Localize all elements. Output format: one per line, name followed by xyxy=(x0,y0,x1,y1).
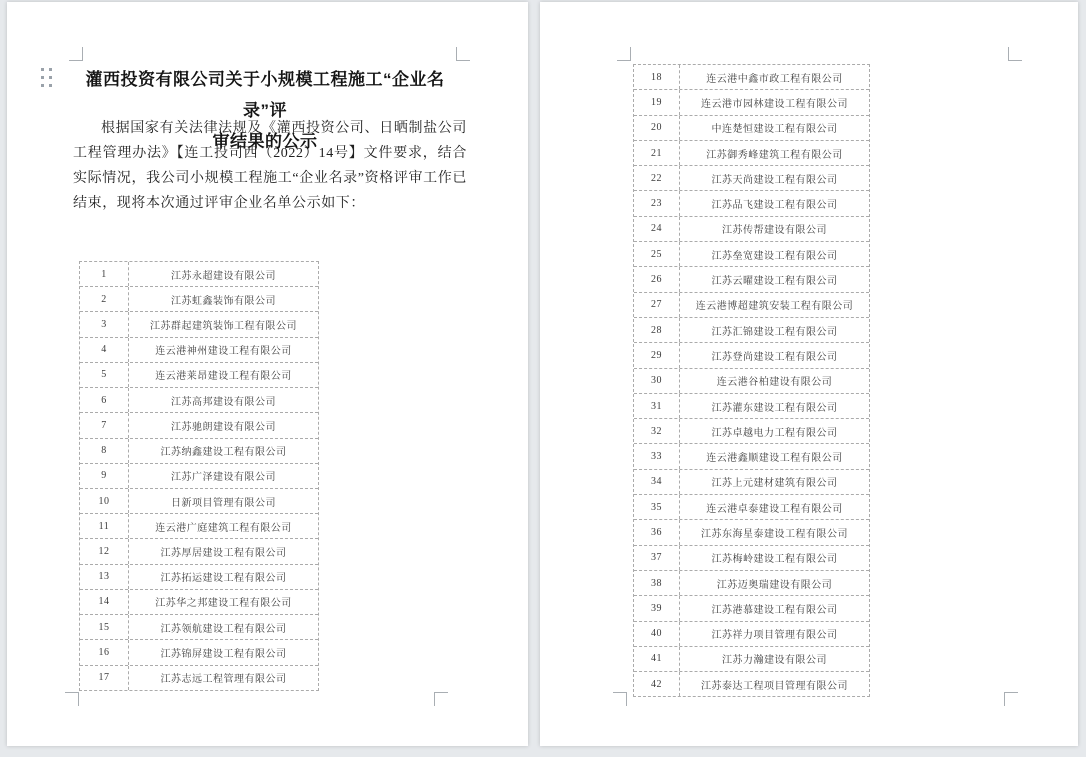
row-number-cell[interactable]: 6 xyxy=(80,388,129,412)
row-number-cell[interactable]: 38 xyxy=(634,571,680,595)
title-line-1: 灌西投资有限公司关于小规模工程施工“企业名录”评 xyxy=(85,70,445,120)
title-line-2: 审结果的公示 xyxy=(212,132,318,151)
page-1[interactable] xyxy=(7,2,528,746)
company-name-cell[interactable]: 连云港莱昂建设工程有限公司 xyxy=(155,371,292,383)
company-name-cell[interactable]: 江苏上元建材建筑有限公司 xyxy=(711,478,838,490)
row-number-cell[interactable]: 31 xyxy=(634,394,680,418)
company-name-cell[interactable]: 江苏迈奥瑞建设有限公司 xyxy=(716,579,833,591)
company-name-cell[interactable]: 日新项目管理有限公司 xyxy=(171,497,276,509)
row-number-cell[interactable]: 23 xyxy=(634,191,680,215)
row-number-cell[interactable]: 36 xyxy=(634,520,680,544)
company-name-cell[interactable]: 江苏华之邦建设工程有限公司 xyxy=(155,598,292,610)
table-row xyxy=(634,418,869,443)
table-row xyxy=(80,438,318,463)
row-number-cell[interactable]: 34 xyxy=(634,470,680,494)
company-name-cell[interactable]: 连云港谷柏建设有限公司 xyxy=(716,377,833,389)
row-number-cell[interactable]: 17 xyxy=(80,666,129,690)
company-name-cell[interactable]: 江苏拓运建设工程有限公司 xyxy=(160,573,287,585)
company-name-cell[interactable]: 江苏港慕建设工程有限公司 xyxy=(711,604,838,616)
row-number-cell[interactable]: 1 xyxy=(80,262,129,286)
table-row xyxy=(634,494,869,519)
company-name-cell[interactable]: 江苏云曜建设工程有限公司 xyxy=(711,276,838,288)
table-row xyxy=(634,545,869,570)
company-name-cell[interactable]: 江苏御秀峰建筑工程有限公司 xyxy=(706,149,843,161)
table-row xyxy=(634,368,869,393)
row-number-cell[interactable]: 24 xyxy=(634,217,680,241)
drag-handle-icon[interactable] xyxy=(41,68,52,87)
row-number-cell[interactable]: 39 xyxy=(634,596,680,620)
table-row xyxy=(634,140,869,165)
company-name-cell[interactable]: 连云港卓泰建设工程有限公司 xyxy=(706,503,843,515)
row-number-cell[interactable]: 37 xyxy=(634,546,680,570)
company-name-cell[interactable]: 江苏锦屏建设工程有限公司 xyxy=(160,648,287,660)
table-row xyxy=(80,538,318,563)
company-name-cell[interactable]: 江苏永超建设有限公司 xyxy=(171,270,276,282)
company-name-cell[interactable]: 江苏传帮建设有限公司 xyxy=(722,225,827,237)
row-number-cell[interactable]: 42 xyxy=(634,672,680,696)
margin-mark-icon xyxy=(1004,692,1018,706)
margin-mark-icon xyxy=(65,692,79,706)
row-number-cell[interactable]: 32 xyxy=(634,419,680,443)
company-name-cell[interactable]: 江苏高邦建设有限公司 xyxy=(171,396,276,408)
table-row xyxy=(634,342,869,367)
table-row xyxy=(80,362,318,387)
row-number-cell[interactable]: 19 xyxy=(634,90,680,114)
row-number-cell[interactable]: 12 xyxy=(80,539,129,563)
row-number-cell[interactable]: 9 xyxy=(80,464,129,488)
table-row xyxy=(634,241,869,266)
table-row xyxy=(80,412,318,437)
row-number-cell[interactable]: 3 xyxy=(80,312,129,336)
company-name-cell[interactable]: 江苏垒宽建设工程有限公司 xyxy=(711,250,838,262)
company-name-cell[interactable]: 江苏驰朗建设有限公司 xyxy=(171,421,276,433)
company-name-cell[interactable]: 连云港鑫顺建设工程有限公司 xyxy=(706,453,843,465)
row-number-cell[interactable]: 15 xyxy=(80,615,129,639)
company-name-cell[interactable]: 江苏登尚建设工程有限公司 xyxy=(711,351,838,363)
page-2[interactable] xyxy=(540,2,1078,746)
company-name-cell[interactable]: 江苏汇锦建设工程有限公司 xyxy=(711,326,838,338)
row-number-cell[interactable]: 8 xyxy=(80,439,129,463)
company-table-page2[interactable] xyxy=(633,64,870,697)
table-row xyxy=(80,639,318,664)
table-row xyxy=(80,589,318,614)
company-name-cell[interactable]: 江苏卓越电力工程有限公司 xyxy=(711,427,838,439)
table-row xyxy=(634,621,869,646)
row-number-cell[interactable]: 21 xyxy=(634,141,680,165)
company-name-cell[interactable]: 江苏祥力项目管理有限公司 xyxy=(711,630,838,642)
row-number-cell[interactable]: 22 xyxy=(634,166,680,190)
table-row xyxy=(634,519,869,544)
margin-mark-icon xyxy=(456,47,470,61)
margin-mark-icon xyxy=(617,47,631,61)
table-row xyxy=(634,65,869,89)
table-row xyxy=(634,165,869,190)
row-number-cell[interactable]: 28 xyxy=(634,318,680,342)
row-number-cell[interactable]: 33 xyxy=(634,444,680,468)
table-row xyxy=(634,671,869,696)
row-number-cell[interactable]: 29 xyxy=(634,343,680,367)
company-name-cell[interactable]: 江苏东海星泰建设工程有限公司 xyxy=(701,528,848,540)
table-row xyxy=(80,286,318,311)
row-number-cell[interactable]: 25 xyxy=(634,242,680,266)
table-row xyxy=(634,570,869,595)
table-row xyxy=(634,216,869,241)
company-name-cell[interactable]: 中连楚恒建设工程有限公司 xyxy=(711,124,838,136)
margin-mark-icon xyxy=(613,692,627,706)
table-row xyxy=(634,89,869,114)
row-number-cell[interactable]: 20 xyxy=(634,116,680,140)
margin-mark-icon xyxy=(434,692,448,706)
table-row xyxy=(80,311,318,336)
table-row xyxy=(634,266,869,291)
company-name-cell[interactable]: 连云港中鑫市政工程有限公司 xyxy=(706,73,843,85)
table-row xyxy=(80,262,318,286)
row-number-cell[interactable]: 13 xyxy=(80,565,129,589)
table-row xyxy=(634,443,869,468)
table-row xyxy=(80,614,318,639)
table-row xyxy=(634,292,869,317)
row-number-cell[interactable]: 16 xyxy=(80,640,129,664)
company-name-cell[interactable]: 连云港市园林建设工程有限公司 xyxy=(701,98,848,110)
company-name-cell[interactable]: 江苏厚居建设工程有限公司 xyxy=(160,548,287,560)
row-number-cell[interactable]: 18 xyxy=(634,65,680,89)
row-number-cell[interactable]: 2 xyxy=(80,287,129,311)
company-name-cell[interactable]: 江苏天尚建设工程有限公司 xyxy=(711,174,838,186)
margin-mark-icon xyxy=(69,47,83,61)
table-row xyxy=(634,190,869,215)
company-name-cell[interactable]: 江苏志远工程管理有限公司 xyxy=(160,674,287,686)
company-name-cell[interactable]: 江苏品飞建设工程有限公司 xyxy=(711,200,838,212)
table-row xyxy=(80,337,318,362)
table-row xyxy=(80,463,318,488)
table-row xyxy=(634,595,869,620)
table-row xyxy=(80,387,318,412)
row-number-cell[interactable]: 41 xyxy=(634,647,680,671)
table-row xyxy=(80,665,318,690)
company-name-cell[interactable]: 连云港博超建筑安装工程有限公司 xyxy=(695,301,854,313)
company-name-cell[interactable]: 江苏群起建筑装饰工程有限公司 xyxy=(150,321,297,333)
company-name-cell[interactable]: 江苏广泽建设有限公司 xyxy=(171,472,276,484)
row-number-cell[interactable]: 10 xyxy=(80,489,129,513)
company-name-cell[interactable]: 江苏泰达工程项目管理有限公司 xyxy=(701,680,848,692)
table-row xyxy=(80,513,318,538)
company-name-cell[interactable]: 江苏灌东建设工程有限公司 xyxy=(711,402,838,414)
company-name-cell[interactable]: 连云港神州建设工程有限公司 xyxy=(155,346,292,358)
company-name-cell[interactable]: 连云港广庭建筑工程有限公司 xyxy=(155,522,292,534)
margin-mark-icon xyxy=(1008,47,1022,61)
row-number-cell[interactable]: 26 xyxy=(634,267,680,291)
company-name-cell[interactable]: 江苏力瀚建设有限公司 xyxy=(722,655,827,667)
row-number-cell[interactable]: 40 xyxy=(634,622,680,646)
table-row xyxy=(634,317,869,342)
row-number-cell[interactable]: 30 xyxy=(634,369,680,393)
row-number-cell[interactable]: 7 xyxy=(80,413,129,437)
table-row xyxy=(634,115,869,140)
row-number-cell[interactable]: 14 xyxy=(80,590,129,614)
row-number-cell[interactable]: 27 xyxy=(634,293,680,317)
table-row xyxy=(634,393,869,418)
table-row xyxy=(634,646,869,671)
company-name-cell[interactable]: 江苏纳鑫建设工程有限公司 xyxy=(160,447,287,459)
company-name-cell[interactable]: 江苏梅岭建设工程有限公司 xyxy=(711,554,838,566)
table-row xyxy=(80,488,318,513)
company-name-cell[interactable]: 江苏虹鑫装饰有限公司 xyxy=(171,295,276,307)
company-name-cell[interactable]: 江苏领航建设工程有限公司 xyxy=(160,623,287,635)
document-paragraph[interactable]: 根据国家有关法律法规及《灌西投资公司、日晒制盐公司工程管理办法》【连工投司西（2022）14号】文件要求，结合实际情况，我公司小规模工程施工“企业名录”资格评审工作已结束，现将本次通过评审企业名单公示如下： xyxy=(73,121,467,211)
row-number-cell[interactable]: 11 xyxy=(80,514,129,538)
table-row xyxy=(80,564,318,589)
table-row xyxy=(634,469,869,494)
row-number-cell[interactable]: 5 xyxy=(80,363,129,387)
row-number-cell[interactable]: 4 xyxy=(80,338,129,362)
company-table-page1[interactable] xyxy=(79,261,319,691)
row-number-cell[interactable]: 35 xyxy=(634,495,680,519)
